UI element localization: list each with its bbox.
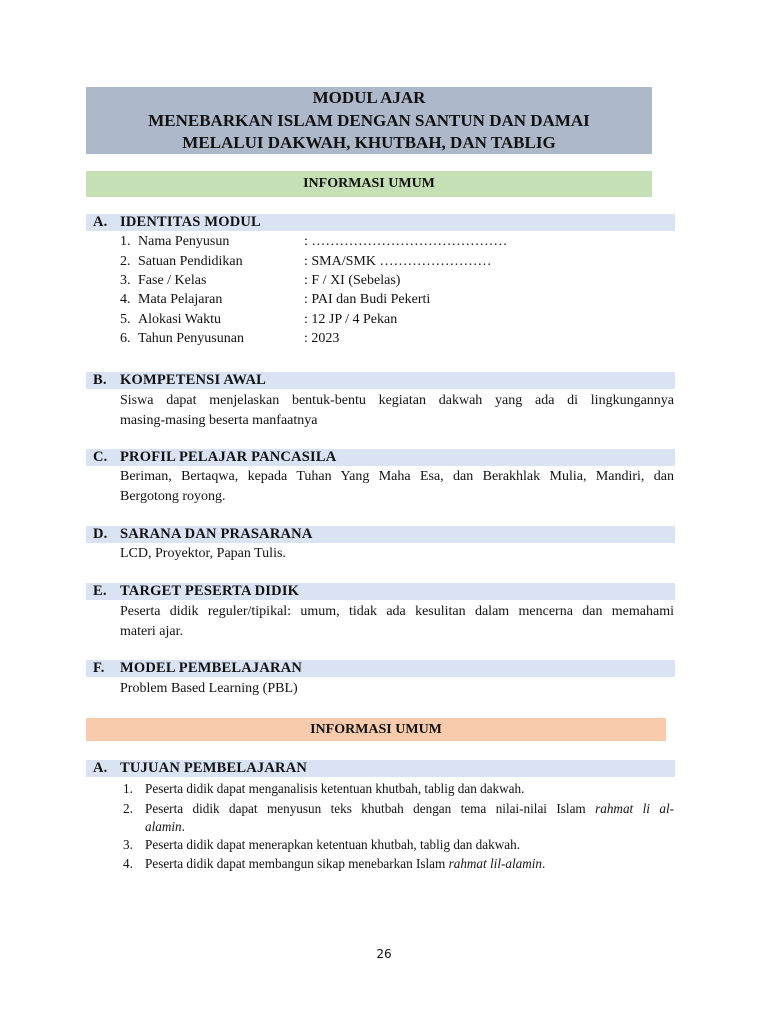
section-letter: B.: [93, 372, 107, 388]
goal-item: [120, 855, 674, 873]
goal-number: 3.: [123, 837, 133, 852]
row-value: : F / XI (Sebelas): [304, 273, 401, 288]
goal-italic-term: alamin: [145, 819, 182, 834]
section-letter: D.: [93, 526, 108, 542]
row-value: : PAI dan Budi Pekerti: [304, 292, 431, 307]
goal-text-part: Peserta didik dapat menyusun teks khutbah dengan tema nilai-nilai Islam: [145, 801, 586, 816]
row-label: Satuan Pendidikan: [138, 254, 243, 269]
module-title-box: [86, 87, 652, 154]
row-number: 6.: [120, 331, 131, 346]
section-title: KOMPETENSI AWAL: [120, 372, 267, 388]
row-number: 2.: [120, 254, 131, 269]
section-tujuan-header: [86, 760, 675, 777]
goal-line: [145, 800, 674, 818]
row-value: : SMA/SMK ……………………: [304, 254, 492, 269]
row-label: Alokasi Waktu: [138, 312, 221, 327]
section-letter: A.: [93, 760, 108, 776]
goal-text: Peserta didik dapat menganalisis ketentuan khutbah, tablig dan dakwah.: [145, 781, 525, 796]
goal-text-part: Peserta didik dapat membangun sikap menebarkan Islam: [145, 856, 446, 871]
goal-text-part: .: [542, 856, 546, 871]
goal-text-part: .: [181, 819, 185, 834]
section-letter: C.: [93, 449, 108, 465]
paragraph-line: materi ajar.: [120, 623, 183, 639]
goal-item: [120, 780, 674, 798]
section-identitas-header: [86, 214, 675, 231]
row-number: 4.: [120, 292, 131, 307]
goal-number: 1.: [123, 781, 133, 796]
section-title: TUJUAN PEMBELAJARAN: [120, 760, 308, 776]
section-target-header: [86, 583, 675, 600]
section-model-header: [86, 660, 675, 677]
section-kompetensi-header: [86, 372, 675, 389]
goal-number: 2.: [123, 801, 133, 816]
section-letter: E.: [93, 583, 107, 599]
goal-italic-term: rahmat li al-: [595, 801, 675, 816]
paragraph-line: Beriman, Bertaqwa, kepada Tuhan Yang Maha Esa, dan Berakhlak Mulia, Mandiri, dan: [120, 469, 674, 484]
row-number: 5.: [120, 312, 131, 327]
row-number: 1.: [120, 234, 131, 249]
paragraph-line: Problem Based Learning (PBL): [120, 681, 298, 696]
row-label: Tahun Penyusunan: [138, 331, 244, 346]
goal-number: 4.: [123, 856, 133, 871]
section-title: MODEL PEMBELAJARAN: [120, 660, 303, 676]
paragraph-line: Siswa dapat menjelaskan bentuk-bentu kegiatan dakwah yang ada di lingkungannya: [120, 393, 674, 408]
row-label: Nama Penyusun: [138, 234, 230, 249]
paragraph-line: Bergotong royong.: [120, 488, 226, 504]
section-title: IDENTITAS MODUL: [120, 214, 261, 230]
row-label: Fase / Kelas: [138, 273, 207, 288]
kompetensi-text: [120, 391, 674, 430]
title-line-3: MELALUI DAKWAH, KHUTBAH, DAN TABLIG: [182, 133, 556, 152]
goal-item: [120, 836, 674, 854]
row-value: : ……………………………………: [304, 234, 508, 249]
goal-text: Peserta didik dapat menerapkan ketentuan khutbah, tablig dan dakwah.: [145, 837, 520, 852]
row-label: Mata Pelajaran: [138, 292, 223, 307]
section-title: SARANA DAN PRASARANA: [120, 526, 313, 542]
goal-italic-term: rahmat lil-alamin: [448, 856, 543, 871]
title-line-2: MENEBARKAN ISLAM DENGAN SANTUN DAN DAMAI: [148, 110, 590, 130]
goal-text: [145, 800, 674, 836]
row-number: 3.: [120, 273, 131, 288]
sarana-text: [120, 544, 674, 564]
paragraph-line: LCD, Proyektor, Papan Tulis.: [120, 546, 286, 561]
paragraph-line: Peserta didik reguler/tipikal: umum, tidak ada kesulitan dalam mencerna dan memahami: [120, 604, 674, 619]
section-letter: A.: [93, 214, 108, 230]
profil-text: [120, 467, 674, 506]
row-value: : 12 JP / 4 Pekan: [304, 312, 398, 327]
section-profil-header: [86, 449, 675, 466]
general-info-band-2: INFORMASI UMUM: [86, 718, 666, 741]
section-title: TARGET PESERTA DIDIK: [120, 583, 300, 599]
section-title: PROFIL PELAJAR PANCASILA: [120, 449, 337, 465]
general-info-band: INFORMASI UMUM: [86, 171, 652, 197]
model-text: [120, 679, 674, 699]
row-value: : 2023: [304, 331, 340, 346]
section-letter: F.: [93, 660, 105, 676]
goal-item: [120, 800, 674, 836]
title-line-1: MODUL AJAR: [312, 88, 426, 107]
goal-text: [145, 855, 674, 873]
target-text: [120, 602, 674, 641]
goal-line: [145, 818, 674, 836]
section-sarana-header: [86, 526, 675, 543]
page-number: 26: [376, 947, 392, 961]
paragraph-line: masing-masing beserta manfaatnya: [120, 412, 318, 428]
